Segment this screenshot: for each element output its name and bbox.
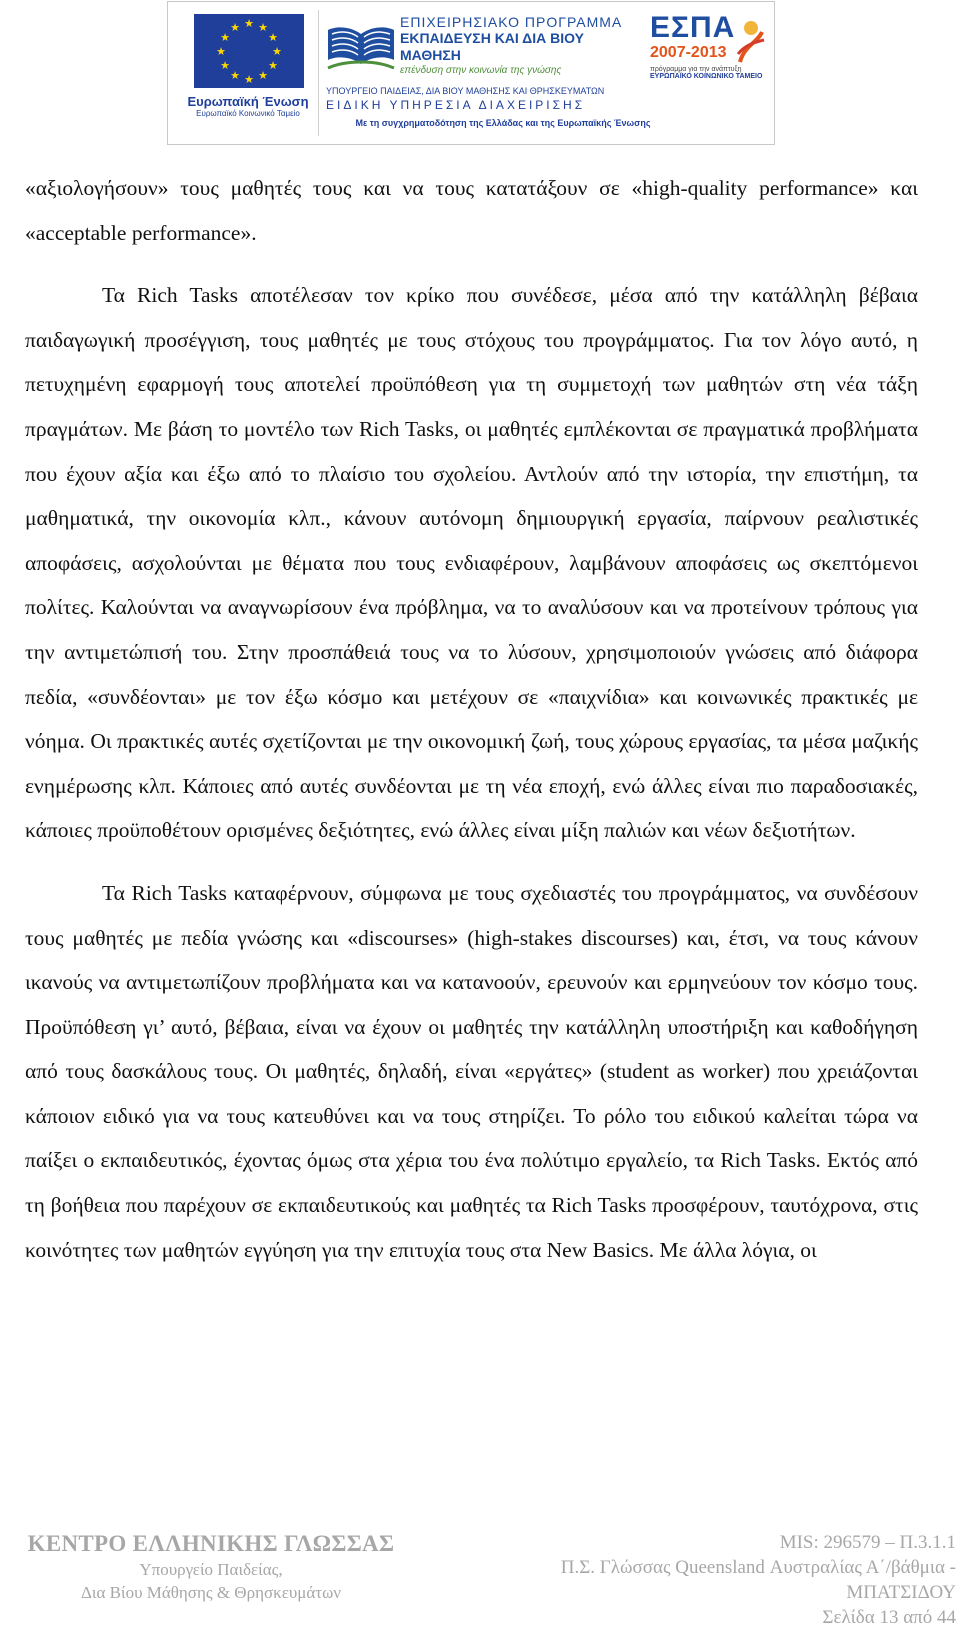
svg-text:★: ★ xyxy=(244,73,254,86)
espa-logo xyxy=(650,12,768,112)
espa-fund: ΕΥΡΩΠΑΪΚΟ ΚΟΙΝΩΝΙΚΟ ΤΑΜΕΙΟ xyxy=(650,73,763,80)
eu-logo xyxy=(182,14,314,118)
svg-text:★: ★ xyxy=(220,59,230,72)
paragraph-3: Τα Rich Tasks καταφέρνουν, σύμφωνα με τους σχεδιαστές του προγράμματος, να συνδέσουν τους μαθητές με πεδία γνώσης και «discourses» (high-stakes discourses) και, έτσι, να τους κάνουν ικανούς να αντιμετωπίζουν προβλήματα και να κατανοούν, ερευνούν και ερμηνεύουν τον κόσμο τους. Προϋπόθεση γι’ αυτό, βέβαια, είναι να έχουν οι μαθητές την κατάλληλη υποστήριξη και καθοδήγηση από τους δασκάλους τους. Οι μαθητές, δηλαδή, είναι «εργάτες» (student as worker) που χρειάζονται κάποιον ειδικό για να τους κατευθύνει και να τους στηρίζει. Το ρόλο του ειδικού καλείται τώρα να παίξει ο εκπαιδευτικός, έχοντας όμως στα χέρια του ένα πολύτιμο εργαλείο, τα Rich Tasks. Εκτός από τη βοήθεια που παρέχουν σε εκπαιδευτικούς και μαθητές τα Rich Tasks προσφέρουν, ταυτόχρονα, στις κοινότητες των μαθητών εγγύηση για την επιτυχία τους στα New Basics. Με άλλα λόγια, οι xyxy=(25,880,918,1262)
managing-authority: ΕΙΔΙΚΗ ΥΠΗΡΕΣΙΑ ΔΙΑΧΕΙΡΙΣΗΣ xyxy=(326,98,586,112)
svg-text:★: ★ xyxy=(220,31,230,44)
footer-page-number: Σελίδα 13 από 44 xyxy=(822,1607,956,1628)
eu-flag-icon xyxy=(194,14,304,88)
footer-mis: MIS: 296579 – Π.3.1.1 xyxy=(779,1532,956,1553)
programme-line-1: ΕΠΙΧΕΙΡΗΣΙΑΚΟ ΠΡΟΓΡΑΜΜΑ xyxy=(400,14,623,30)
espa-tagline: πρόγραμμα για την ανάπτυξη xyxy=(650,66,742,73)
book-logo-icon xyxy=(326,16,396,78)
paragraph-1: «αξιολογήσουν» τους μαθητές τους και να τους κατατάξουν σε «high-quality performance» και «acceptable performance». xyxy=(25,176,918,245)
eu-subtitle: Ευρωπαϊκό Κοινωνικό Ταμείο xyxy=(196,109,300,118)
svg-text:★: ★ xyxy=(272,45,282,58)
footer-left xyxy=(6,1530,416,1604)
cofinance-note: Με τη συγχρηματοδότηση της Ελλάδας και της Ευρωπαϊκής Ένωσης xyxy=(355,118,651,128)
footer-ministry-line-1: Υπουργείο Παιδείας, xyxy=(139,1560,283,1579)
svg-text:★: ★ xyxy=(244,17,254,30)
footer-project: Π.Σ. Γλώσσας Queensland Αυστραλίας Α΄/βάθμια - ΜΠΑΤΣΙΔΟΥ xyxy=(560,1557,956,1603)
document-body xyxy=(25,166,918,1272)
espa-word: ΕΣΠΑ xyxy=(650,11,736,44)
eu-title: Ευρωπαϊκή Ένωση xyxy=(187,94,309,109)
svg-text:★: ★ xyxy=(230,69,240,82)
svg-text:★: ★ xyxy=(216,45,226,58)
svg-text:★: ★ xyxy=(268,31,278,44)
svg-text:★: ★ xyxy=(230,21,240,34)
svg-text:★: ★ xyxy=(268,59,278,72)
programme-motto: επένδυση στην κοινωνία της γνώσης xyxy=(400,65,562,76)
paragraph-2: Τα Rich Tasks αποτέλεσαν τον κρίκο που συνέδεσε, μέσα από την κατάλληλη βέβαια παιδαγωγική προσέγγιση, τους μαθητές με τους στόχους του προγράμματος. Για τον λόγο αυτό, η πετυχημένη εφαρμογή τους αποτελεί προϋπόθεση για τη συμμετοχή των μαθητών στη νέα τάξη πραγμάτων. Με βάση το μοντέλο των Rich Tasks, οι μαθητές εμπλέκονται σε πραγματικά προβλήματα που έχουν αξία και έξω από το πλαίσιο του σχολείου. Αντλούν από την ιστορία, την επιστήμη, τα μαθηματικά, την οικονομία κλπ., κάνουν αυτόνομη δημιουργική εργασία, παίρνουν ρεαλιστικές αποφάσεις, ασχολούνται με θέματα που τους ενδιαφέρουν, λαμβάνουν αποφάσεις ως σκεπτόμενοι πολίτες. Καλούνται να αναγνωρίσουν ένα πρόβλημα, να το αναλύσουν και να προτείνουν τρόπους για την αντιμετώπισή του. Στην προσπάθειά τους να το λύσουν, χρησιμοποιούν γνώσεις από διάφορα πεδία, «συνδέονται» με τον έξω κόσμο και μετέχουν σε «παιχνίδια» και κοινωνικές πρακτικές με νόημα. Οι πρακτικές αυτές σχετίζονται με την οικονομική ζωή, τους χώρους εργασίας, τα μέσα μαζικής ενημέρωσης κλπ. Κάποιες από αυτές συνδέονται με τη νέα εποχή, ενώ άλλες είναι πιο παραδοσιακές, κάποιες προϋποθέτουν ορισμένες δεξιότητες, ενώ άλλες είναι μίξη παλιών και νέων δεξιοτήτων. xyxy=(25,283,918,843)
ministry-name: ΥΠΟΥΡΓΕΙΟ ΠΑΙΔΕΙΑΣ, ΔΙΑ ΒΙΟΥ ΜΑΘΗΣΗΣ ΚΑΙ ΘΡΗΣΚΕΥΜΑΤΩΝ xyxy=(326,86,605,96)
footer-right xyxy=(486,1530,956,1630)
programme-line-2: ΕΚΠΑΙΔΕΥΣΗ ΚΑΙ ΔΙΑ ΒΙΟΥ ΜΑΘΗΣΗ xyxy=(400,30,584,63)
svg-text:★: ★ xyxy=(258,69,268,82)
footer-org: ΚΕΝΤΡΟ ΕΛΛΗΝΙΚΗΣ ΓΛΩΣΣΑΣ xyxy=(27,1531,395,1556)
programme-title xyxy=(400,14,640,77)
espa-swirl-icon xyxy=(736,18,766,66)
espa-years: 2007-2013 xyxy=(650,44,727,61)
svg-text:★: ★ xyxy=(258,21,268,34)
header-banner xyxy=(167,1,775,145)
footer-ministry-line-2: Δια Βίου Μάθησης & Θρησκευμάτων xyxy=(81,1583,341,1602)
